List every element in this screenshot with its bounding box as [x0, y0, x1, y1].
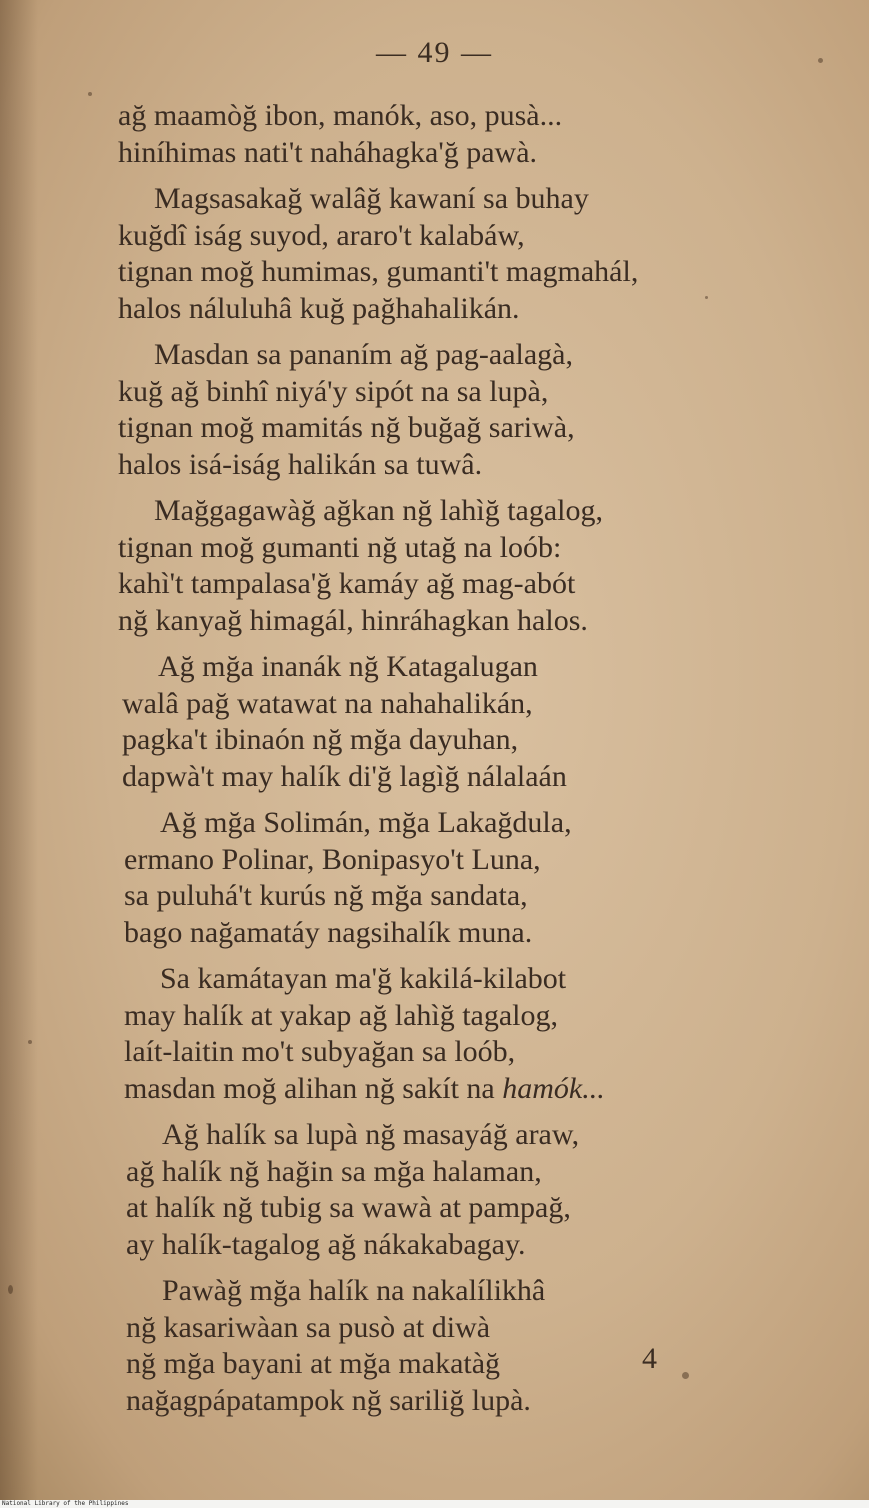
- poem-line: pagka't ibinaón nğ mğa dayuhan,: [122, 723, 519, 756]
- poem-line: nağagpápatampok nğ sariliğ lupà.: [126, 1383, 531, 1417]
- stanza-4: [118, 493, 818, 639]
- poem-line: bago nağamatáy nagsihalík muna.: [124, 915, 533, 949]
- stanza-3: [118, 337, 818, 483]
- stanza-7: [124, 961, 818, 1107]
- poem-line: ağ maamòğ ibon, manók, aso, pusà...: [118, 99, 563, 132]
- signature-mark: 4: [642, 1342, 657, 1375]
- poem-line: at halík nğ tubig sa wawà at pampağ,: [126, 1191, 571, 1224]
- poem-line: nğ mğa bayani at mğa makatàğ: [126, 1347, 501, 1380]
- paper-speck: [8, 1285, 13, 1294]
- paper-speck: [682, 1372, 689, 1379]
- poem-line-text: masdan moğ alihan nğ sakít na: [124, 1071, 503, 1105]
- poem-line: sa puluhá't kurús nğ mğa sandata,: [124, 879, 528, 912]
- poem-line: halos isá-iság halikán sa tuwâ.: [118, 447, 483, 481]
- poem-line: nğ kasariwàan sa pusò at diwà: [126, 1310, 491, 1344]
- poem-line: kuğdî iság suyod, araro't kalabáw,: [118, 218, 525, 252]
- poem-line: Pawàğ mğa halík na nakalílikhâ: [162, 1274, 546, 1307]
- stanza-8: [126, 1117, 818, 1263]
- poem-line: Sa kamátayan ma'ğ kakilá-kilabot: [160, 962, 567, 995]
- footer-credit: National Library of the Philippines: [0, 1500, 869, 1508]
- poem-line: ay halík-tagalog ağ nákakabagay.: [126, 1227, 526, 1261]
- poem-body: [118, 98, 818, 1429]
- poem-line: tignan moğ mamitás nğ buğağ sariwà,: [118, 411, 575, 444]
- poem-line: tignan moğ humimas, gumanti't magmahál,: [118, 255, 639, 288]
- poem-line: laít-laitin mo't subyağan sa loób,: [124, 1035, 516, 1068]
- paper-speck: [88, 92, 92, 96]
- poem-line: tignan moğ gumanti nğ utağ na loób:: [118, 530, 562, 564]
- paper-speck: [705, 296, 708, 299]
- poem-line: kahì't tampalasa'ğ kamáy ağ mag-abót: [118, 567, 576, 600]
- poem-line: Masdan sa pananím ağ pag-aalagà,: [154, 338, 573, 371]
- poem-line: hiníhimas nati't naháhagka'ğ pawà.: [118, 135, 538, 169]
- poem-line: may halík at yakap ağ lahìğ tagalog,: [124, 998, 559, 1032]
- poem-line: [124, 1071, 818, 1108]
- page-edge-shadow: [0, 0, 38, 1500]
- poem-line: Mağgagawàğ ağkan nğ lahìğ tagalog,: [154, 494, 604, 527]
- poem-line: Ağ halík sa lupà nğ masayáğ araw,: [162, 1118, 580, 1151]
- poem-line: walâ pağ watawat na nahahalikán,: [122, 686, 533, 720]
- italic-word: hamók...: [502, 1071, 605, 1105]
- paper-speck: [28, 1040, 32, 1044]
- poem-line: dapwà't may halík di'ğ lagìğ nálalaán: [122, 759, 567, 793]
- stanza-5: [122, 649, 818, 795]
- poem-line: Ağ mğa inanák nğ Katagalugan: [158, 650, 538, 683]
- page-number: — 49 —: [376, 36, 493, 69]
- stanza-9: [126, 1273, 818, 1419]
- poem-line: Ağ mğa Solimán, mğa Lakağdula,: [160, 806, 572, 839]
- poem-line: Magsasakağ walâğ kawaní sa buhay: [154, 182, 589, 215]
- poem-line: kuğ ağ binhî niyá'y sipót na sa lupà,: [118, 374, 549, 408]
- poem-line: ağ halík nğ hağin sa mğa halaman,: [126, 1154, 542, 1188]
- stanza-6: [124, 805, 818, 951]
- paper-speck: [818, 58, 823, 63]
- stanza-1: [118, 98, 818, 171]
- poem-line: halos náluluhâ kuğ pağhahalikán.: [118, 291, 520, 325]
- stanza-2: [118, 181, 818, 327]
- poem-line: ermano Polinar, Bonipasyo't Luna,: [124, 842, 541, 876]
- poem-line: nğ kanyağ himagál, hinráhagkan halos.: [118, 603, 588, 637]
